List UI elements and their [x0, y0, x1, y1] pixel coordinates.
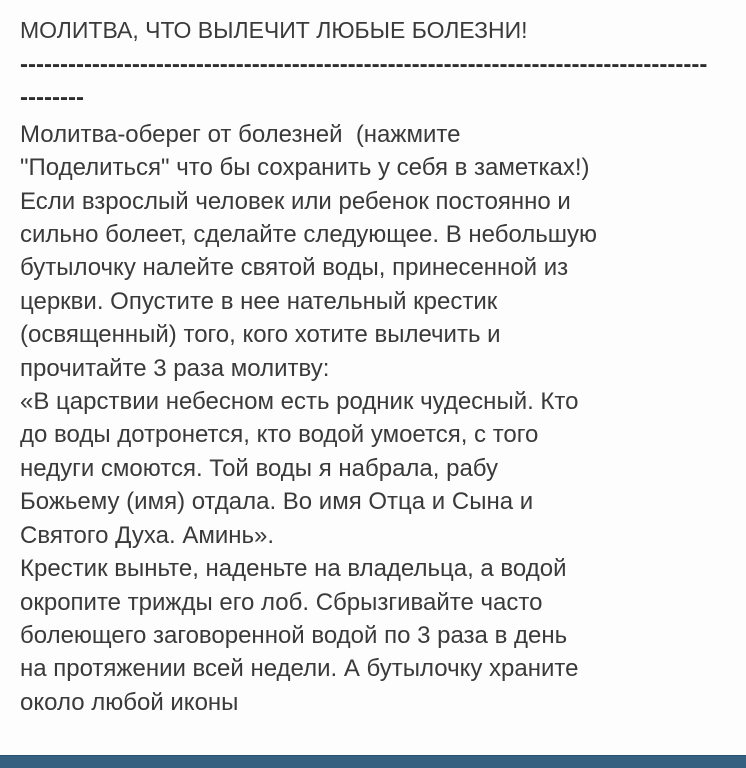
- dashed-separator-line-2: --------: [20, 84, 84, 112]
- body-line: окропите трижды его лоб. Сбрызгивайте часто: [20, 588, 543, 616]
- dashed-separator-line-1: --------------------------------------------------------------------------------------: [20, 51, 708, 78]
- body-line: церкви. Опустите в нее нательный крестик: [20, 287, 498, 315]
- body-line: около любой иконы: [20, 688, 239, 716]
- body-line: до воды дотронется, кто водой умоется, с того: [20, 421, 539, 449]
- post-body: [20, 118, 728, 719]
- post-title: МОЛИТВА, ЧТО ВЫЛЕЧИТ ЛЮБЫЕ БОЛЕЗНИ!: [20, 17, 528, 43]
- body-line: недуги смоются. Той воды я набрала, рабу: [20, 454, 499, 482]
- body-line: «В царствии небесном есть родник чудесный. Кто: [20, 388, 579, 416]
- bottom-bar: [0, 755, 746, 768]
- body-line: болеющего заговоренной водой по 3 раза в день: [20, 621, 568, 649]
- body-line: прочитайте 3 раза молитву:: [20, 354, 330, 382]
- body-line: Божьему (имя) отдала. Во имя Отца и Сына и: [20, 488, 534, 516]
- body-line: Если взрослый человек или ребенок постоянно и: [20, 187, 571, 215]
- body-line: Крестик выньте, наденьте на владельца, а водой: [20, 555, 567, 583]
- body-line: сильно болеет, сделайте следующее. В небольшую: [20, 221, 598, 249]
- body-line: бутылочку налейте святой воды, принесенной из: [20, 254, 569, 282]
- body-line: на протяжении всей недели. А бутылочку храните: [20, 655, 579, 683]
- dashed-separator: [20, 48, 728, 115]
- body-line: Молитва-оберег от болезней (нажмите: [20, 120, 461, 148]
- body-line: (освященный) того, кого хотите вылечить и: [20, 321, 501, 349]
- body-line: "Поделиться" что бы сохранить у себя в заметках!): [20, 154, 590, 182]
- body-line: Святого Духа. Аминь».: [20, 521, 275, 549]
